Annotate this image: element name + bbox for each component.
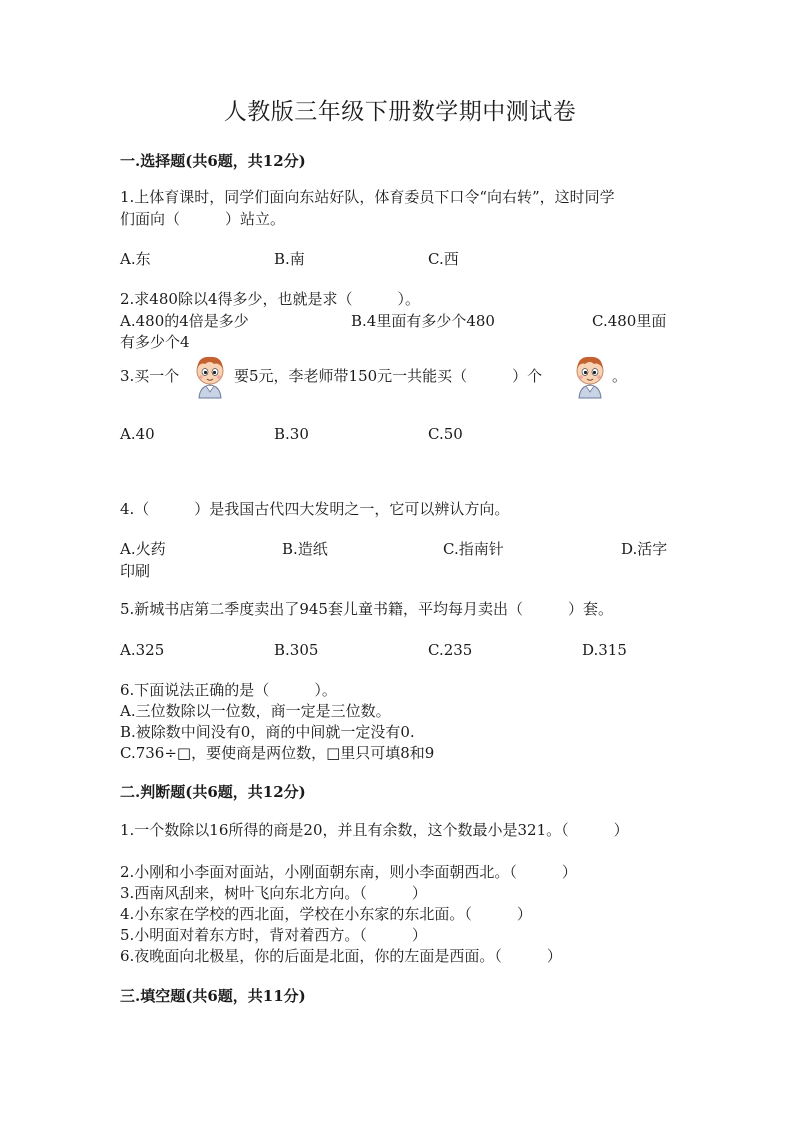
question-1-option-b: B.南 <box>274 250 305 268</box>
question-4-option-b: B.造纸 <box>282 540 328 558</box>
question-1-option-c: C.西 <box>428 250 459 268</box>
section-heading-choice: 一.选择题(共6题，共12分) <box>120 152 306 170</box>
question-5-stem: 5.新城书店第二季度卖出了945套儿童书籍，平均每月卖出（ ）套。 <box>120 600 613 618</box>
question-1-line-2: 们面向（ ）站立。 <box>120 210 286 228</box>
question-6-option-c: C.736÷□，要使商是两位数，□里只可填8和9 <box>120 744 435 762</box>
question-1-line-1: 1.上体育课时，同学们面向东站好队，体育委员下口令“向右转”，这时同学 <box>120 188 615 206</box>
question-2-option-a: A.480的4倍是多少 <box>120 312 249 330</box>
question-1-option-a: A.东 <box>120 250 151 268</box>
question-4-option-c: C.指南针 <box>443 540 504 558</box>
question-2-option-c-wrap: 有多少个4 <box>120 333 190 351</box>
question-3-option-a: A.40 <box>120 425 155 443</box>
question-3-option-b: B.30 <box>274 425 309 443</box>
question-5-option-a: A.325 <box>120 641 165 659</box>
question-4-option-d-wrap: 印刷 <box>120 562 151 580</box>
page-title: 人教版三年级下册数学期中测试卷 <box>223 99 577 125</box>
question-3-part-1: 3.买一个 <box>120 367 180 385</box>
judge-item-4: 4.小东家在学校的西北面，学校在小东家的东北面。（ ） <box>120 905 532 923</box>
question-4-option-d: D.活字 <box>621 540 668 558</box>
question-5-option-b: B.305 <box>274 641 319 659</box>
section-heading-judge: 二.判断题(共6题，共12分) <box>120 783 306 801</box>
question-3-option-c: C.50 <box>428 425 463 443</box>
question-4-stem: 4.（ ）是我国古代四大发明之一，它可以辨认方向。 <box>120 500 510 518</box>
judge-item-5: 5.小明面对着东方时，背对着西方。（ ） <box>120 926 427 944</box>
section-heading-fill: 三.填空题(共6题，共11分) <box>120 987 306 1005</box>
judge-item-1: 1.一个数除以16所得的商是20，并且有余数，这个数最小是321。（ ） <box>120 821 629 839</box>
question-6-option-b: B.被除数中间没有0，商的中间就一定没有0. <box>120 723 415 741</box>
question-4-option-a: A.火药 <box>120 540 166 558</box>
judge-item-3: 3.西南风刮来，树叶飞向东北方向。（ ） <box>120 884 427 902</box>
judge-item-2: 2.小刚和小李面对面站，小刚面朝东南，则小李面朝西北。（ ） <box>120 863 577 881</box>
question-5-option-c: C.235 <box>428 641 473 659</box>
question-5-option-d: D.315 <box>582 641 627 659</box>
question-6-stem: 6.下面说法正确的是（ ）。 <box>120 681 337 699</box>
boy-cartoon-icon <box>570 352 610 400</box>
judge-item-6: 6.夜晚面向北极星，你的后面是北面，你的左面是西面。（ ） <box>120 947 562 965</box>
question-3-part-2: 要5元，李老师带150元一共能买（ ）个 <box>234 367 543 385</box>
question-2-stem: 2.求480除以4得多少，也就是求（ ）。 <box>120 290 420 308</box>
question-2-option-b: B.4里面有多少个480 <box>351 312 495 330</box>
boy-cartoon-icon <box>190 352 230 400</box>
question-6-option-a: A.三位数除以一位数，商一定是三位数。 <box>120 702 391 720</box>
question-3-part-3: 。 <box>612 367 628 385</box>
question-2-option-c: C.480里面 <box>592 312 667 330</box>
